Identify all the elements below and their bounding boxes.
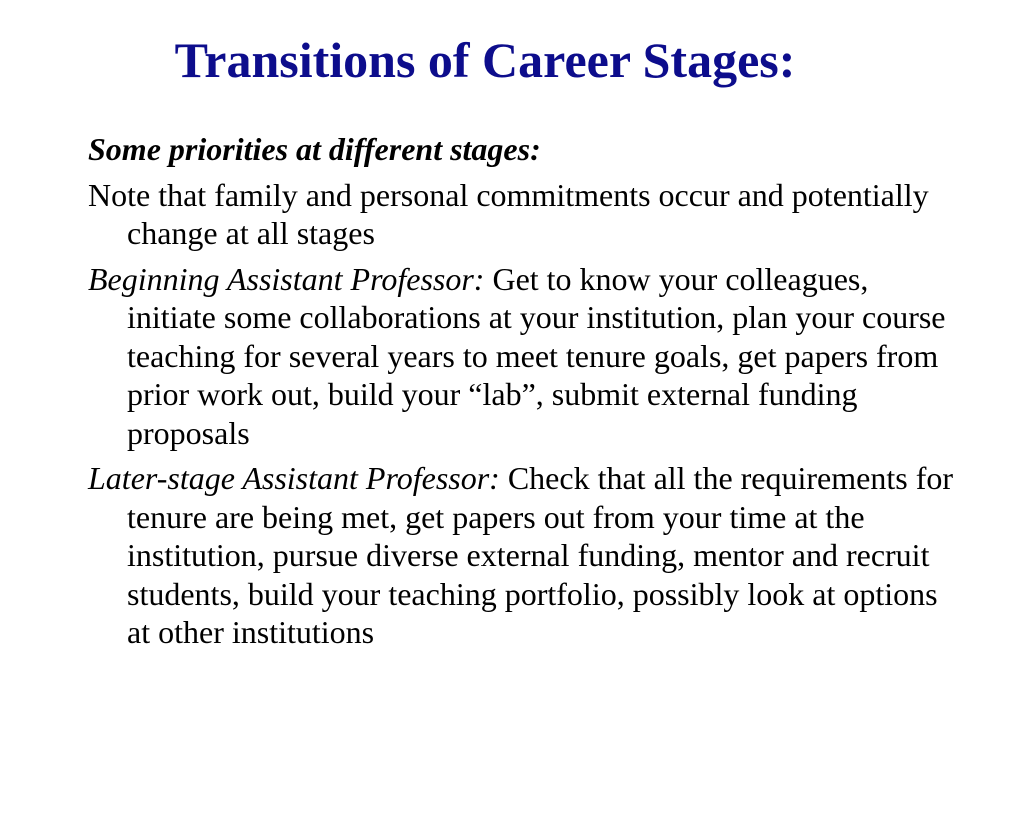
paragraph-note-text: Note that family and personal commitments occur and potentially change at all stages: [88, 176, 929, 251]
section-subheading: Some priorities at different stages:: [88, 131, 541, 167]
paragraph-lead-later-stage: Later-stage Assistant Professor:: [88, 460, 500, 496]
paragraph-later-stage-assistant-professor: [88, 459, 958, 652]
slide-title: Transitions of Career Stages:: [174, 32, 796, 88]
paragraph-text-later-stage: Check that all the requirements for tenure are being met, get papers out from your time at the institution, pursue diverse external funding, mentor and recruit students, build your teaching portfolio, possibly look at options at other institutions: [127, 460, 953, 650]
paragraph-text-beginning: Get to know your colleagues, initiate some collaborations at your institution, plan your course teaching for several years to meet tenure goals, get papers from prior work out, build your “lab”, submit external funding proposals: [127, 260, 946, 451]
slide-body: [88, 130, 958, 659]
paragraph-note: [88, 176, 958, 253]
paragraph-lead-beginning: Beginning Assistant Professor:: [88, 260, 485, 297]
paragraph-beginning-assistant-professor: [88, 260, 958, 453]
